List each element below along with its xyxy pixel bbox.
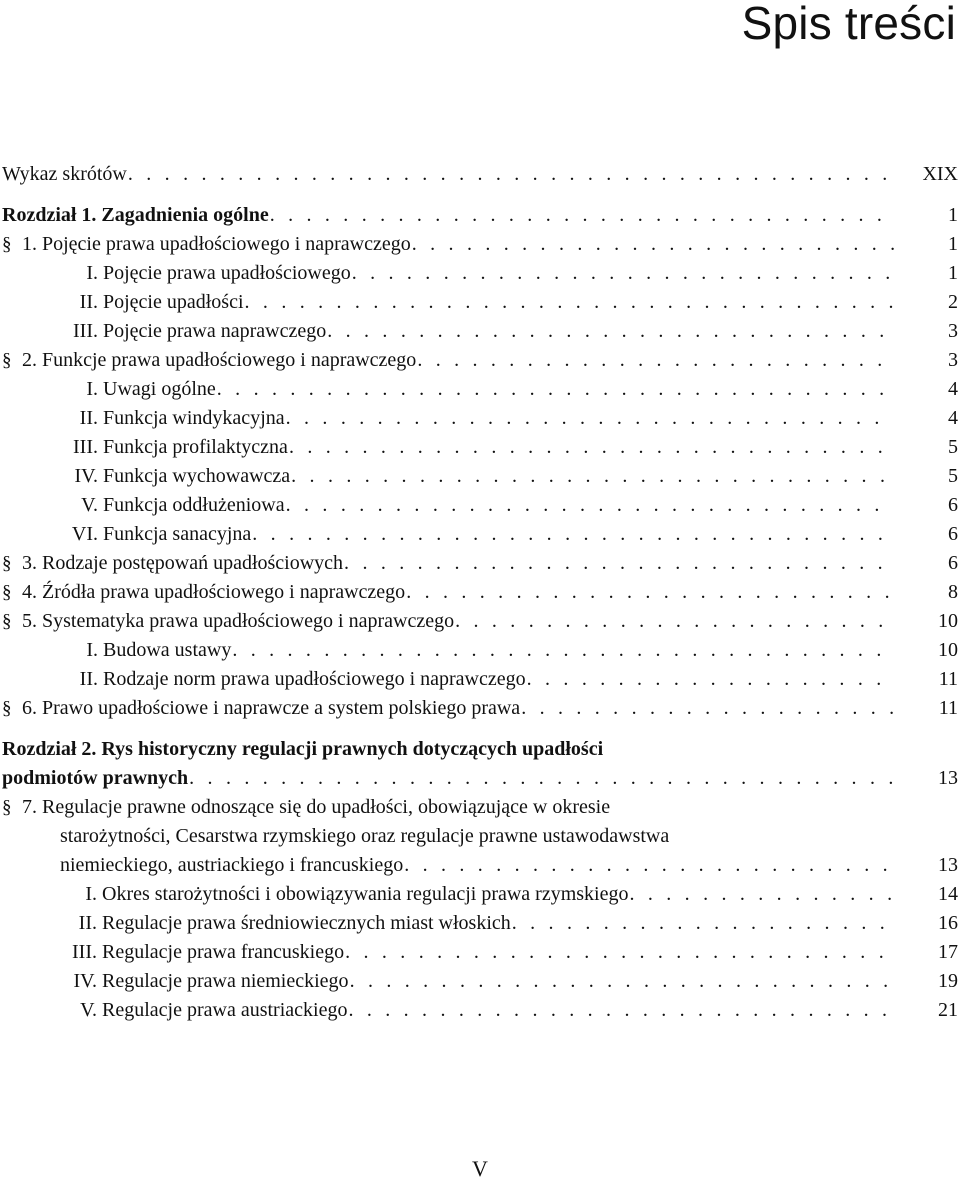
toc-entry[interactable] <box>0 462 960 491</box>
toc-entry[interactable] <box>0 346 960 375</box>
page-number: V <box>472 1156 488 1181</box>
toc-entry-title: III. Pojęcie prawa naprawczego <box>0 317 326 346</box>
dot-leader <box>128 160 894 189</box>
toc-entry[interactable] <box>0 375 960 404</box>
toc-entry-title: II. Pojęcie upadłości <box>0 288 244 317</box>
toc-entry[interactable] <box>0 764 960 793</box>
toc-page-number: 1 <box>948 204 958 226</box>
toc-entry-title: Rozdział 2. Rys historyczny regulacji prawnych dotyczących upadłości <box>2 738 604 760</box>
toc-entry[interactable] <box>0 259 960 288</box>
dot-leader <box>270 201 894 230</box>
dot-leader <box>629 880 894 909</box>
toc-page-number: 16 <box>938 912 958 934</box>
toc-entry-title: § 7. Regulacje prawne odnoszące się do upadłości, obowiązujące w okresie <box>0 793 610 822</box>
toc-entry[interactable] <box>0 880 960 909</box>
roman-numeral: I. <box>86 378 98 400</box>
toc-entry-title: I. Okres starożytności i obowiązywania regulacji prawa rzymskiego <box>0 880 628 909</box>
toc-entry-title: Wykaz skrótów <box>2 163 127 185</box>
toc-page-number: 6 <box>948 552 958 574</box>
dot-leader <box>344 549 894 578</box>
toc-entry-title: III. Regulacje prawa francuskiego <box>0 938 344 967</box>
toc-page-number: 13 <box>938 767 958 789</box>
toc-page-number: 5 <box>948 436 958 458</box>
toc-entry-title: V. Funkcja oddłużeniowa <box>0 491 285 520</box>
toc-entry-title: § 1. Pojęcie prawa upadłościowego i naprawczego <box>0 230 411 259</box>
section-sign: § <box>2 611 12 632</box>
toc-entry-title: VI. Funkcja sanacyjna <box>0 520 251 549</box>
toc-entry[interactable] <box>0 822 960 851</box>
roman-numeral: II. <box>79 407 98 429</box>
dot-leader <box>417 346 894 375</box>
toc-entry[interactable] <box>0 694 960 723</box>
roman-numeral: IV. <box>74 465 98 487</box>
section-sign: § <box>2 698 12 719</box>
dot-leader <box>286 491 894 520</box>
dot-leader <box>189 764 894 793</box>
toc-entry[interactable] <box>0 851 960 880</box>
dot-leader <box>252 520 894 549</box>
dot-leader <box>327 317 894 346</box>
section-sign: § <box>2 582 12 603</box>
toc-entry[interactable] <box>0 201 960 230</box>
dot-leader <box>412 230 894 259</box>
toc-page-number: 4 <box>948 378 958 400</box>
roman-numeral: III. <box>72 941 97 963</box>
toc-entry-title: § 2. Funkcje prawa upadłościowego i naprawczego <box>0 346 416 375</box>
toc-entry-title: niemieckiego, austriackiego i francuskiego <box>60 854 404 876</box>
toc-entry-title: podmiotów prawnych <box>2 767 189 789</box>
roman-numeral: I. <box>85 883 97 905</box>
roman-numeral: III. <box>73 320 98 342</box>
toc-page-number: 13 <box>938 854 958 876</box>
toc-entry[interactable] <box>0 636 960 665</box>
toc-entry[interactable] <box>0 433 960 462</box>
dot-leader <box>527 665 894 694</box>
toc-page-number: 17 <box>938 941 958 963</box>
section-sign: § <box>2 797 12 818</box>
toc-entry-title: § 3. Rodzaje postępowań upadłościowych <box>0 549 343 578</box>
roman-numeral: V. <box>80 999 97 1021</box>
roman-numeral: III. <box>73 436 98 458</box>
toc-entry[interactable] <box>0 938 960 967</box>
toc-entry-title: II. Rodzaje norm prawa upadłościowego i naprawczego <box>0 665 526 694</box>
toc-entry-title: IV. Funkcja wychowawcza <box>0 462 290 491</box>
toc-page-number: 6 <box>948 523 958 545</box>
roman-numeral: II. <box>79 291 98 313</box>
toc-entry[interactable] <box>0 607 960 636</box>
section-sign: § <box>2 234 12 255</box>
roman-numeral: II. <box>79 668 98 690</box>
toc-entry[interactable] <box>0 317 960 346</box>
roman-numeral: IV. <box>73 970 97 992</box>
toc-page-number: 11 <box>938 668 958 690</box>
dot-leader <box>232 636 894 665</box>
roman-numeral: II. <box>78 912 97 934</box>
dot-leader <box>286 404 894 433</box>
toc-entry[interactable] <box>0 288 960 317</box>
dot-leader <box>406 578 894 607</box>
toc-entry[interactable] <box>0 735 960 764</box>
dot-leader <box>352 259 894 288</box>
toc-page-number: 21 <box>938 999 958 1021</box>
toc-entry[interactable] <box>0 230 960 259</box>
dot-leader <box>245 288 894 317</box>
toc-entry[interactable] <box>0 549 960 578</box>
dot-leader <box>345 938 894 967</box>
toc-entry-title: III. Funkcja profilaktyczna <box>0 433 288 462</box>
toc-page-number: 6 <box>948 494 958 516</box>
toc-page-number: 3 <box>948 349 958 371</box>
toc-page-number: 5 <box>948 465 958 487</box>
dot-leader <box>512 909 894 938</box>
toc-entry-title: I. Budowa ustawy <box>0 636 231 665</box>
roman-numeral: VI. <box>71 523 98 545</box>
toc-entry-title: § 5. Systematyka prawa upadłościowego i naprawczego <box>0 607 454 636</box>
table-of-contents <box>0 160 960 1025</box>
toc-entry-title: II. Regulacje prawa średniowiecznych miast włoskich <box>0 909 511 938</box>
toc-entry[interactable] <box>0 578 960 607</box>
toc-page-number: 1 <box>948 233 958 255</box>
toc-page-number: 1 <box>948 262 958 284</box>
dot-leader <box>350 967 894 996</box>
dot-leader <box>455 607 894 636</box>
toc-entry-title: V. Regulacje prawa austriackiego <box>0 996 347 1025</box>
dot-leader <box>217 375 894 404</box>
section-sign: § <box>2 350 12 371</box>
toc-page-number: 4 <box>948 407 958 429</box>
toc-page-number: XIX <box>922 163 958 185</box>
toc-entry-title: Rozdział 1. Zagadnienia ogólne <box>2 204 269 226</box>
toc-entry-title: starożytności, Cesarstwa rzymskiego oraz regulacje prawne ustawodawstwa <box>60 825 670 847</box>
dot-leader <box>289 433 894 462</box>
dot-leader <box>291 462 894 491</box>
toc-page-number: 10 <box>938 639 958 661</box>
toc-entry[interactable] <box>0 404 960 433</box>
dot-leader <box>348 996 894 1025</box>
toc-page-number: 10 <box>938 610 958 632</box>
section-sign: § <box>2 553 12 574</box>
toc-entry[interactable] <box>0 793 960 822</box>
page-title: Spis treści <box>741 0 956 49</box>
roman-numeral: V. <box>81 494 98 516</box>
roman-numeral: I. <box>86 262 98 284</box>
toc-entry-title: II. Funkcja windykacyjna <box>0 404 285 433</box>
toc-page-number: 11 <box>938 697 958 719</box>
toc-entry-title: § 4. Źródła prawa upadłościowego i naprawczego <box>0 578 405 607</box>
toc-entry[interactable] <box>0 520 960 549</box>
toc-page-number: 8 <box>948 581 958 603</box>
toc-page-number: 2 <box>948 291 958 313</box>
toc-entry-title: I. Uwagi ogólne <box>0 375 216 404</box>
roman-numeral: I. <box>86 639 98 661</box>
dot-leader <box>404 851 894 880</box>
toc-entry-title: § 6. Prawo upadłościowe i naprawcze a system polskiego prawa <box>0 694 520 723</box>
dot-leader <box>521 694 894 723</box>
toc-entry[interactable] <box>0 160 960 189</box>
toc-page-number: 19 <box>938 970 958 992</box>
toc-entry[interactable] <box>0 996 960 1025</box>
toc-entry-title: I. Pojęcie prawa upadłościowego <box>0 259 351 288</box>
toc-page-number: 14 <box>938 883 958 905</box>
toc-entry[interactable] <box>0 967 960 996</box>
toc-entry[interactable] <box>0 909 960 938</box>
toc-entry[interactable] <box>0 665 960 694</box>
toc-entry[interactable] <box>0 491 960 520</box>
toc-entry-title: IV. Regulacje prawa niemieckiego <box>0 967 349 996</box>
toc-page-number: 3 <box>948 320 958 342</box>
